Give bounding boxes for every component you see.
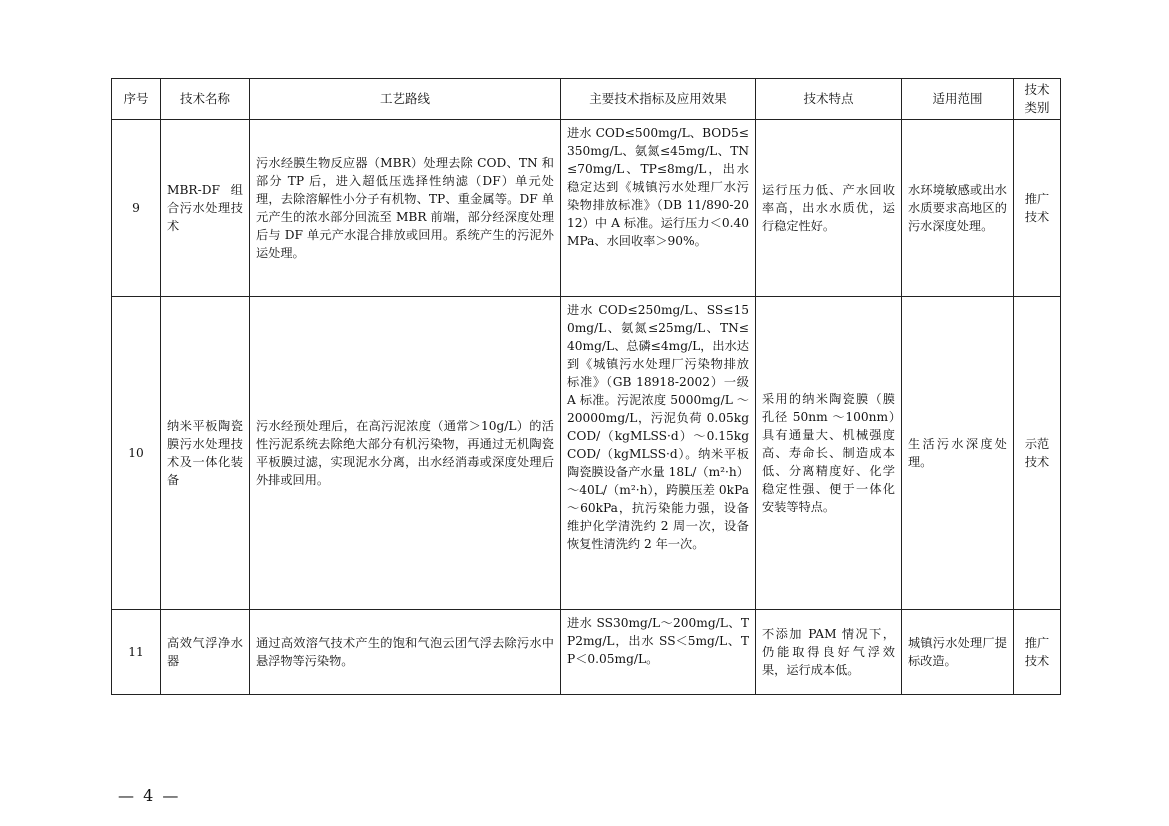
cell-name: MBR-DF 组合污水处理技术 — [161, 120, 250, 297]
table-row — [112, 610, 1061, 695]
cell-route: 污水经预处理后，在高污泥浓度（通常＞10g/L）的活性污泥系统去除绝大部分有机污染物，再通过无机陶瓷平板膜过滤，实现泥水分离，出水经消毒或深度处理后外排或回用。 — [250, 297, 561, 610]
header-features: 技术特点 — [756, 79, 902, 120]
technology-table — [111, 78, 1061, 695]
cell-route: 通过高效溶气技术产生的饱和气泡云团气浮去除污水中悬浮物等污染物。 — [250, 610, 561, 695]
cell-metrics: 进水 SS30mg/L～200mg/L、TP2mg/L，出水 SS＜5mg/L、TP＜0.05mg/L。 — [561, 610, 756, 695]
cell-category: 推广技术 — [1014, 120, 1061, 297]
cell-route: 污水经膜生物反应器（MBR）处理去除 COD、TN 和部分 TP 后，进入超低压选择性纳滤（DF）单元处理，去除溶解性小分子有机物、TP、重金属等。DF 单元产生的浓水部分回流至 MBR 前端，部分经深度处理后与 DF 单元产水混合排放或回用。系统产生的污泥外运处理。 — [250, 120, 561, 297]
cell-name: 高效气浮净水器 — [161, 610, 250, 695]
cell-category: 推广技术 — [1014, 610, 1061, 695]
cell-metrics: 进水 COD≤250mg/L、SS≤150mg/L、氨氮≤25mg/L、TN≤40mg/L、总磷≤4mg/L，出水达到《城镇污水处理厂污染物排放标准》（GB 18918-2002）一级 A 标准。污泥浓度 5000mg/L ～20000mg/L，污泥负荷 0.05kgCOD/（kgMLSS·d）～0.15kgCOD/（kgMLSS·d）。纳米平板陶瓷膜设备产水量 18L/（m²·h）～40L/（m²·h），跨膜压差 0kPa～60kPa，抗污染能力强，设备维护化学清洗约 2 周一次，设备恢复性清洗约 2 年一次。 — [561, 297, 756, 610]
table-row — [112, 120, 1061, 297]
cell-scope: 城镇污水处理厂提标改造。 — [902, 610, 1014, 695]
header-process-route: 工艺路线 — [250, 79, 561, 120]
table-header-row — [112, 79, 1061, 120]
cell-name: 纳米平板陶瓷膜污水处理技术及一体化装备 — [161, 297, 250, 610]
header-metrics: 主要技术指标及应用效果 — [561, 79, 756, 120]
cell-no: 9 — [112, 120, 161, 297]
cell-features: 采用的纳米陶瓷膜（膜孔径 50nm ～100nm）具有通量大、机械强度高、寿命长、制造成本低、分离精度好、化学稳定性强、便于一体化安装等特点。 — [756, 297, 902, 610]
header-category: 技术类别 — [1014, 79, 1061, 120]
cell-features: 运行压力低、产水回收率高，出水水质优，运行稳定性好。 — [756, 120, 902, 297]
header-serial-no: 序号 — [112, 79, 161, 120]
page-number: — 4 — — [118, 786, 181, 805]
cell-category: 示范技术 — [1014, 297, 1061, 610]
cell-features: 不添加 PAM 情况下，仍能取得良好气浮效果，运行成本低。 — [756, 610, 902, 695]
cell-metrics: 进水 COD≤500mg/L、BOD5≤350mg/L、氨氮≤45mg/L、TN≤70mg/L、TP≤8mg/L，出水稳定达到《城镇污水处理厂水污染物排放标准》（DB 11/890-2012）中 A 标准。运行压力＜0.40MPa、水回收率＞90%。 — [561, 120, 756, 297]
header-scope: 适用范围 — [902, 79, 1014, 120]
table-row — [112, 297, 1061, 610]
header-tech-name: 技术名称 — [161, 79, 250, 120]
cell-no: 11 — [112, 610, 161, 695]
cell-no: 10 — [112, 297, 161, 610]
cell-scope: 生活污水深度处理。 — [902, 297, 1014, 610]
cell-scope: 水环境敏感或出水水质要求高地区的污水深度处理。 — [902, 120, 1014, 297]
